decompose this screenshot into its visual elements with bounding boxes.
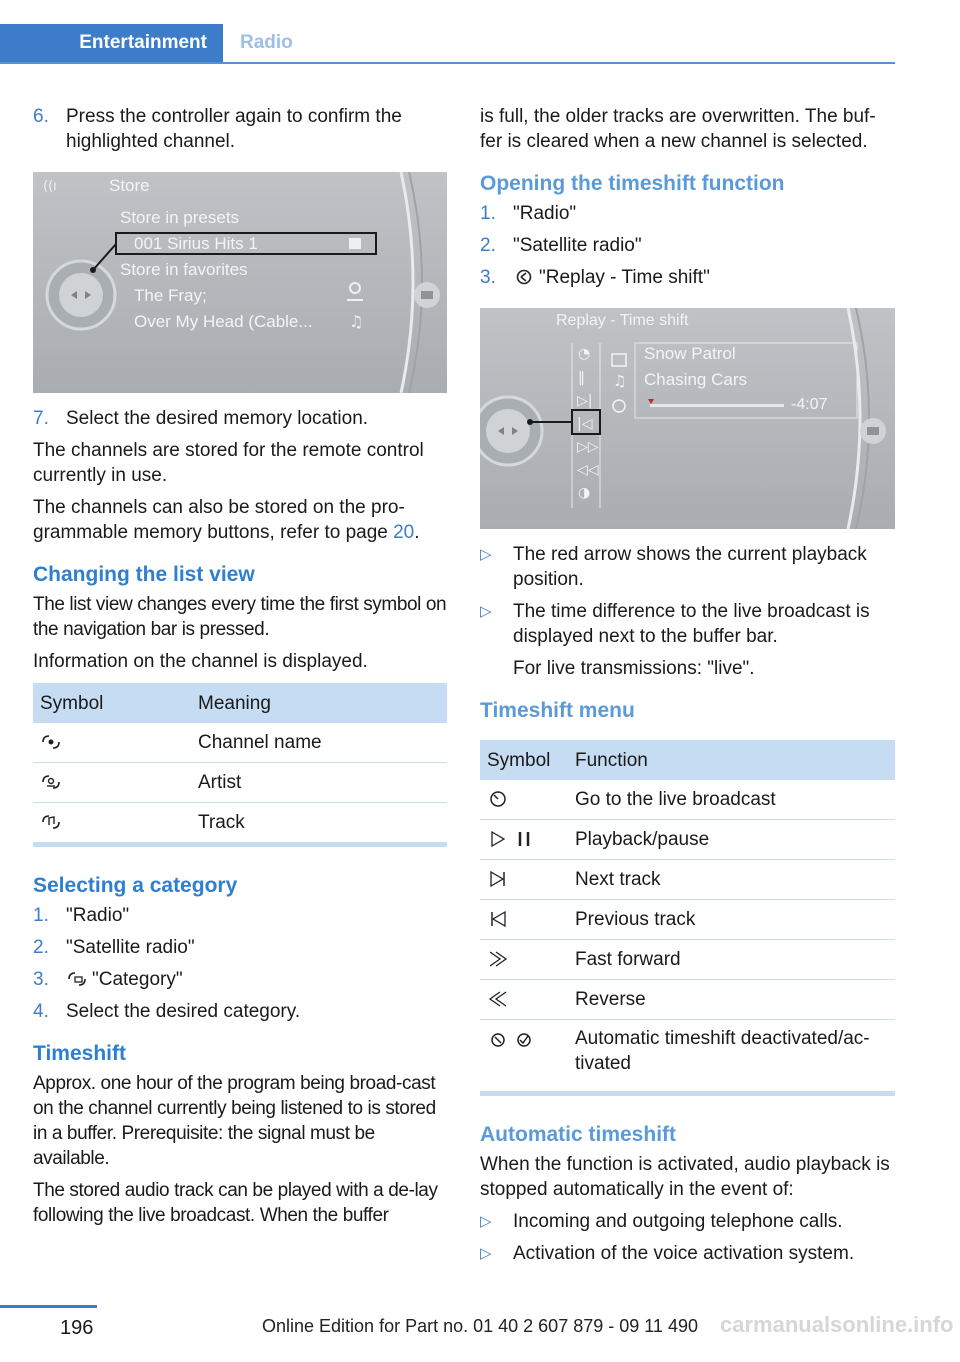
table-cell-meaning: Track: [191, 803, 447, 845]
table-cell-symbol: [33, 803, 191, 845]
channel-name-icon: [40, 733, 62, 751]
paragraph-end: .: [414, 522, 420, 543]
step-number: 1.: [480, 203, 496, 224]
svg-text:◔: ◔: [578, 346, 591, 362]
reverse-icon: [487, 990, 509, 1008]
category-step: [33, 999, 447, 1024]
open-step: [480, 201, 895, 226]
table-row: [480, 940, 895, 980]
paragraph-note: For live transmissions: "live".: [513, 658, 755, 679]
step-text: Select the desired category.: [66, 1001, 301, 1022]
svg-text:‖: ‖: [578, 370, 585, 386]
table-header: [480, 740, 895, 780]
step-text: "Category": [92, 969, 183, 990]
svg-text:((ı: ((ı: [43, 179, 57, 194]
screen-track: Chasing Cars: [644, 370, 747, 389]
paragraph: [33, 495, 447, 545]
open-step: [480, 233, 895, 258]
category-icon: [66, 970, 88, 988]
svg-text:▷|: ▷|: [577, 393, 593, 409]
triangle-bullet-icon: ▷: [480, 603, 492, 620]
table-cell-function: Reverse: [568, 980, 895, 1020]
table-cell-symbol: [480, 780, 568, 820]
timeshift-controller-graphic: [480, 308, 895, 529]
screen-artist: Snow Patrol: [644, 344, 736, 363]
table-cell-function: Fast forward: [568, 940, 895, 980]
step-number: 1.: [33, 905, 49, 926]
table-header-cell: Symbol: [33, 683, 191, 723]
table-cell-symbol: [480, 1020, 568, 1094]
table-cell-symbol: [33, 723, 191, 763]
svg-text:▷▷: ▷▷: [577, 439, 599, 455]
footer-rule: [0, 1305, 97, 1308]
bullet-text: The time difference to the live broadcast is displayed next to the buffer bar.: [513, 601, 870, 647]
step-6: [33, 104, 447, 154]
paragraph: is full, the older tracks are overwritten. The buf-fer is cleared when a new channel is selected.: [480, 106, 876, 152]
table-cell-meaning: Artist: [191, 763, 447, 803]
screen-title: Replay - Time shift: [556, 312, 689, 329]
table-cell-symbol: [480, 900, 568, 940]
paragraph: The stored audio track can be played with a de-lay following the live broadcast. When the buffer: [33, 1180, 438, 1226]
paragraph: When the function is activated, audio playback is stopped automatically in the event of:: [480, 1154, 890, 1200]
screen-line: Store in favorites: [120, 260, 248, 279]
artist-icon: [40, 773, 62, 791]
live-broadcast-icon: [487, 790, 509, 808]
bullet-item: [480, 599, 895, 649]
pause-icon: [513, 830, 535, 848]
timeshift-menu-table: [480, 740, 895, 1096]
watermark: carmanualsonline.info: [720, 1312, 954, 1337]
step-number: 4.: [33, 1001, 49, 1022]
screen-time: -4:07: [791, 396, 828, 413]
step-number: 2.: [33, 937, 49, 958]
bullet-text: Incoming and outgoing telephone calls.: [513, 1211, 843, 1232]
step-number: 3.: [480, 267, 496, 288]
previous-track-icon: [487, 910, 509, 928]
controller-graphic: [33, 172, 447, 393]
svg-text:♫: ♫: [613, 372, 627, 390]
tab-radio[interactable]: Radio: [240, 32, 293, 53]
bullet-item: [480, 542, 895, 592]
step-7: [33, 406, 447, 431]
table-row: [480, 860, 895, 900]
step-text: Select the desired memory location.: [66, 408, 369, 429]
paragraph-text: The channels can also be stored on the pro-grammable memory buttons, refer to page: [33, 497, 405, 543]
table-cell-symbol: [480, 940, 568, 980]
step-number: 7.: [33, 408, 49, 429]
open-step: [480, 265, 895, 290]
table-header-cell: Symbol: [480, 740, 568, 780]
page-number: 196: [60, 1317, 94, 1339]
table-header-cell: Function: [568, 740, 895, 780]
table-cell-function: Next track: [568, 860, 895, 900]
step-text: "Satellite radio": [513, 235, 642, 256]
bullet-text: The red arrow shows the current playback position.: [513, 544, 867, 590]
table-cell-symbol: [480, 980, 568, 1020]
table-row: [33, 723, 447, 763]
table-row: [480, 980, 895, 1020]
page-link[interactable]: 20: [393, 522, 415, 543]
screen-line: Over My Head (Cable...: [134, 312, 313, 331]
triangle-bullet-icon: ▷: [480, 1213, 492, 1230]
step-text: Press the controller again to confirm the highlighted channel.: [66, 106, 402, 152]
screen-line: Store in presets: [120, 208, 240, 227]
heading-timeshift: Timeshift: [33, 1042, 126, 1065]
table-cell-symbol: [480, 860, 568, 900]
heading-automatic-timeshift: Automatic timeshift: [480, 1123, 677, 1146]
step-content: [513, 265, 895, 290]
table-cell-function: Go to the live broadcast: [568, 780, 895, 820]
store-screen-image: [33, 172, 447, 393]
auto-timeshift-on-icon: [513, 1031, 535, 1049]
next-track-icon: [487, 870, 509, 888]
table-cell-symbol: [480, 820, 568, 860]
edition-note: Online Edition for Part no. 01 40 2 607 879 - 09 11 490: [262, 1316, 698, 1336]
screen-line: The Fray;: [134, 286, 207, 305]
svg-text:♫: ♫: [349, 312, 364, 331]
table-cell-function: Automatic timeshift deactivated/ac-tivated: [568, 1020, 895, 1094]
list-view-table: [33, 683, 447, 847]
right-column: [480, 104, 895, 1273]
svg-text:◁◁: ◁◁: [577, 462, 599, 478]
table-row: [33, 803, 447, 845]
bullet-item: [480, 1209, 895, 1234]
svg-text:|◁: |◁: [577, 416, 593, 432]
paragraph: Approx. one hour of the program being broad-cast on the channel currently being listened to is stored in a buffer. Prerequisite: the signal must be available.: [33, 1073, 436, 1169]
step-content: [66, 967, 447, 992]
table-row: [480, 820, 895, 860]
replay-icon: [513, 268, 535, 286]
table-row: [480, 1020, 895, 1094]
category-step: [33, 935, 447, 960]
table-row: [33, 763, 447, 803]
play-icon: [487, 830, 509, 848]
table-cell-function: Playback/pause: [568, 820, 895, 860]
svg-text:◑: ◑: [578, 485, 591, 501]
step-number: 3.: [33, 969, 49, 990]
category-step: [33, 967, 447, 992]
heading-opening-timeshift: Opening the timeshift function: [480, 172, 785, 195]
left-column: [33, 104, 447, 1235]
screen-title: Store: [109, 176, 150, 195]
table-cell-function: Previous track: [568, 900, 895, 940]
timeshift-screen-image: [480, 308, 895, 529]
table-header: [33, 683, 447, 723]
triangle-bullet-icon: ▷: [480, 546, 492, 563]
fast-forward-icon: [487, 950, 509, 968]
bullet-text: Activation of the voice activation system.: [513, 1243, 855, 1264]
step-text: "Replay - Time shift": [539, 267, 710, 288]
paragraph: The channels are stored for the remote control currently in use.: [33, 440, 424, 486]
step-number: 6.: [33, 106, 49, 127]
step-text: "Radio": [513, 203, 577, 224]
auto-timeshift-off-icon: [487, 1031, 509, 1049]
table-cell-meaning: Channel name: [191, 723, 447, 763]
step-number: 2.: [480, 235, 496, 256]
paragraph: The list view changes every time the first symbol on the navigation bar is pressed.: [33, 594, 447, 640]
heading-selecting-category: Selecting a category: [33, 874, 238, 897]
section-tab-bar: [0, 24, 895, 64]
table-row: [480, 780, 895, 820]
table-cell-symbol: [33, 763, 191, 803]
screen-line-highlighted: 001 Sirius Hits 1: [134, 234, 258, 253]
category-step: [33, 903, 447, 928]
table-row: [480, 900, 895, 940]
heading-changing-list-view: Changing the list view: [33, 563, 255, 586]
step-text: "Radio": [66, 905, 130, 926]
heading-timeshift-menu: Timeshift menu: [480, 699, 635, 722]
paragraph: Information on the channel is displayed.: [33, 651, 368, 672]
step-text: "Satellite radio": [66, 937, 195, 958]
track-icon: [40, 813, 62, 831]
bullet-item: [480, 1241, 895, 1266]
triangle-bullet-icon: ▷: [480, 1245, 492, 1262]
table-header-cell: Meaning: [191, 683, 447, 723]
tab-entertainment[interactable]: Entertainment: [0, 24, 223, 62]
